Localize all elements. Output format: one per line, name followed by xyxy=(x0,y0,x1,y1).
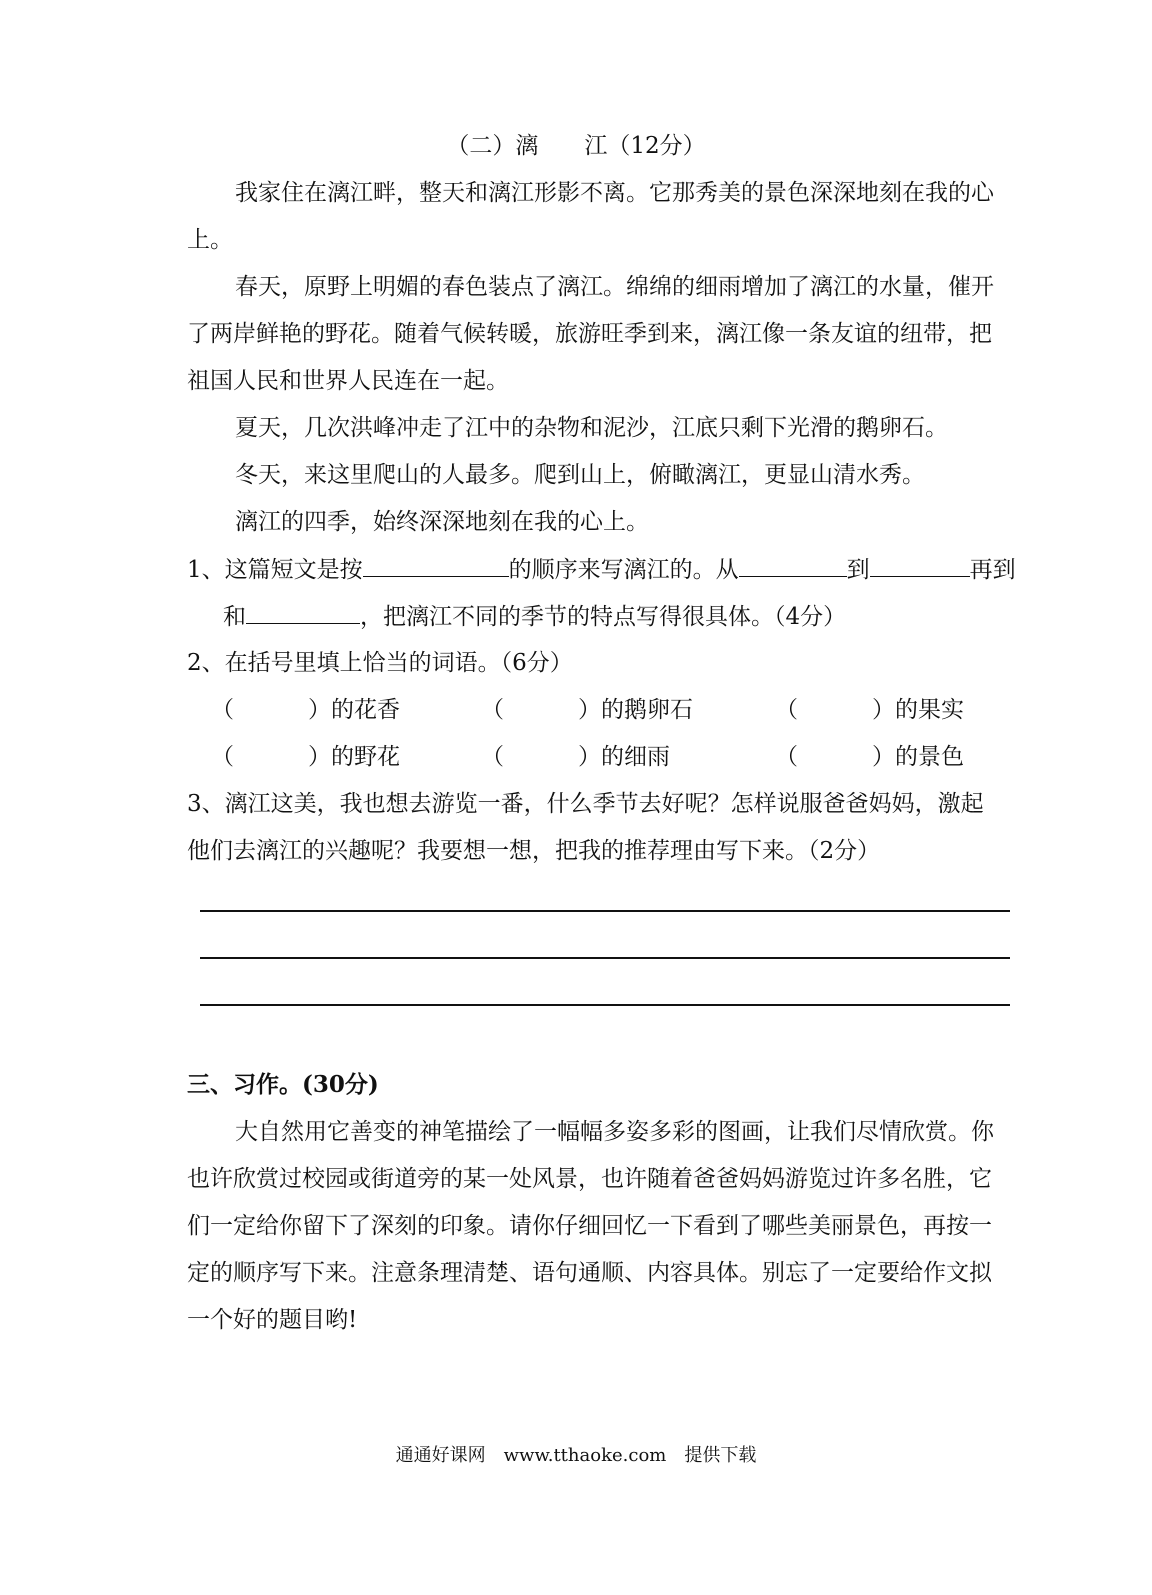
q2-item-6[interactable]: （ ）的景色 xyxy=(775,744,964,770)
question-1-line1 xyxy=(187,554,1016,585)
q1-line2-prefix: 和 xyxy=(223,604,246,630)
passage-p5: 漓江的四季，始终深深地刻在我的心上。 xyxy=(235,509,649,535)
answer-line-3[interactable] xyxy=(200,1004,1010,1006)
section-3-heading: 三、习作。(30分) xyxy=(187,1071,379,1098)
section-title: （二）漓 江（12分） xyxy=(446,133,706,159)
question-2-prompt: 2、在括号里填上恰当的词语。（6分） xyxy=(187,650,573,676)
passage-p2-line1: 春天，原野上明媚的春色装点了漓江。绵绵的细雨增加了漓江的水量，催开 xyxy=(235,274,994,300)
q1-mid3: 再到 xyxy=(969,557,1016,583)
q2-item-3[interactable]: （ ）的果实 xyxy=(775,697,964,723)
q1-prefix: 1、这篇短文是按 xyxy=(187,557,363,583)
q1-mid1: 的顺序来写漓江的。从 xyxy=(508,557,739,583)
question-3-line2: 他们去漓江的兴趣呢？我要想一想，把我的推荐理由写下来。（2分） xyxy=(187,838,881,864)
q2-item-1[interactable]: （ ）的花香 xyxy=(211,697,400,723)
q2-item-2[interactable]: （ ）的鹅卵石 xyxy=(481,697,693,723)
passage-p4: 冬天，来这里爬山的人最多。爬到山上，俯瞰漓江，更显山清水秀。 xyxy=(235,462,925,488)
q1-blank-to[interactable] xyxy=(870,554,970,577)
q2-item-4[interactable]: （ ）的野花 xyxy=(211,744,400,770)
passage-p2-line3: 祖国人民和世界人民连在一起。 xyxy=(187,368,509,394)
answer-line-2[interactable] xyxy=(200,957,1010,959)
q1-blank-from[interactable] xyxy=(739,554,847,577)
q1-line2-suffix: ，把漓江不同的季节的特点写得很具体。（4分） xyxy=(360,604,847,630)
q1-blank-order[interactable] xyxy=(363,554,509,577)
composition-line3: 们一定给你留下了深刻的印象。请你仔细回忆一下看到了哪些美丽景色，再按一 xyxy=(187,1213,992,1239)
q2-item-5[interactable]: （ ）的细雨 xyxy=(481,744,670,770)
composition-line2: 也许欣赏过校园或街道旁的某一处风景，也许随着爸爸妈妈游览过许多名胜，它 xyxy=(187,1166,992,1192)
q1-blank-and[interactable] xyxy=(246,601,360,624)
answer-line-1[interactable] xyxy=(200,910,1010,912)
passage-p1-line1: 我家住在漓江畔，整天和漓江形影不离。它那秀美的景色深深地刻在我的心 xyxy=(235,180,994,206)
composition-line5: 一个好的题目哟! xyxy=(187,1307,358,1333)
composition-line4: 定的顺序写下来。注意条理清楚、语句通顺、内容具体。别忘了一定要给作文拟 xyxy=(187,1260,992,1286)
page-footer: 通通好课网 www.tthaoke.com 提供下载 xyxy=(395,1445,757,1466)
passage-p3: 夏天，几次洪峰冲走了江中的杂物和泥沙，江底只剩下光滑的鹅卵石。 xyxy=(235,415,948,441)
passage-p2-line2: 了两岸鲜艳的野花。随着气候转暖，旅游旺季到来，漓江像一条友谊的纽带，把 xyxy=(187,321,992,347)
question-1-line2 xyxy=(223,601,846,632)
composition-line1: 大自然用它善变的神笔描绘了一幅幅多姿多彩的图画，让我们尽情欣赏。你 xyxy=(235,1119,994,1145)
passage-p1-line2: 上。 xyxy=(187,227,233,253)
question-3-line1: 3、漓江这美，我也想去游览一番，什么季节去好呢？怎样说服爸爸妈妈，激起 xyxy=(187,791,984,817)
q1-mid2: 到 xyxy=(846,557,870,583)
